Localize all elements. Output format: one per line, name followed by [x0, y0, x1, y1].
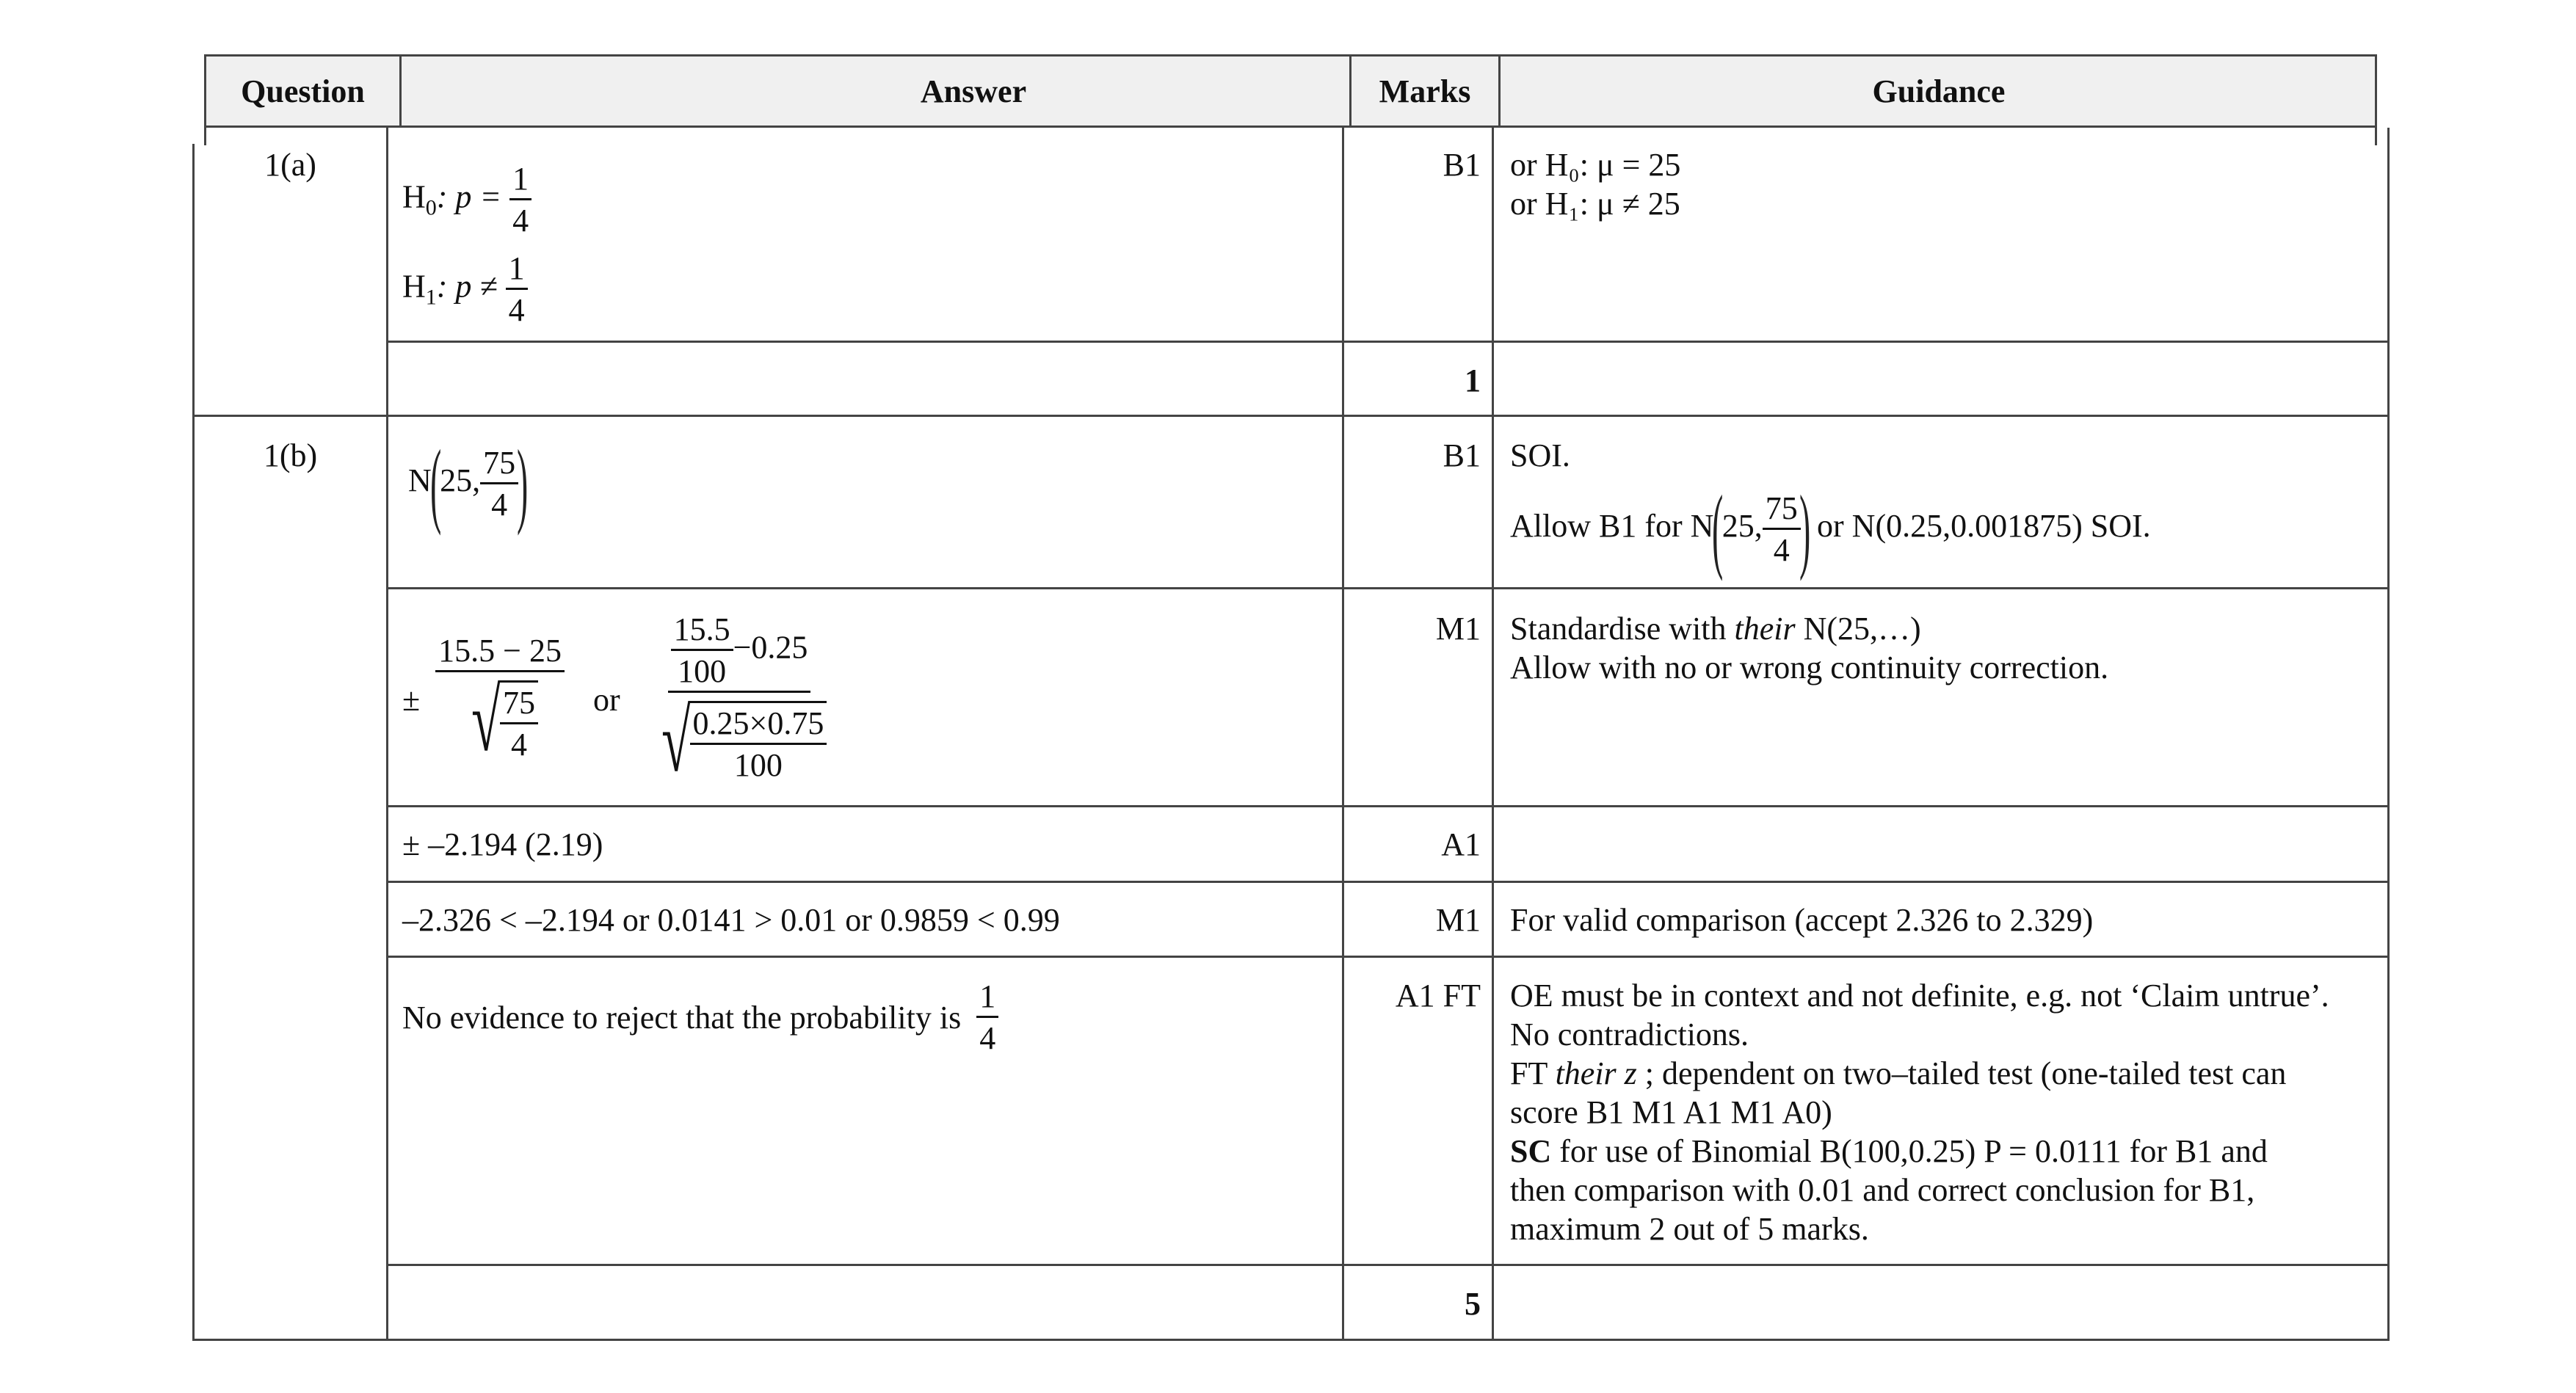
header-question: Question	[241, 73, 365, 109]
normal-mean: 25,	[440, 462, 481, 499]
fraction-denominator: 100	[733, 747, 783, 783]
fraction-denominator: 4	[511, 726, 527, 763]
fraction-numerator: 15.5 − 25	[435, 635, 565, 672]
fraction	[509, 163, 531, 237]
marks-total: 1	[1465, 363, 1481, 399]
hypothesis-h1	[402, 252, 528, 327]
fraction	[1763, 492, 1801, 567]
header-tick	[2375, 128, 2377, 145]
guidance-text: then comparison with 0.01 and correct conclusion for B1,	[1510, 1172, 2255, 1208]
normal-mean: 25,	[1721, 508, 1763, 545]
guidance-fragment: for use of Binomial B(100,0.25) P = 0.0111 for B1 and	[1551, 1133, 2268, 1169]
right-paren: )	[517, 431, 529, 537]
guidance-text: OE must be in context and not definite, e.g. not ‘Claim untrue’.	[1510, 978, 2329, 1014]
mark-code: M1	[1435, 611, 1481, 647]
fraction-numerator: 0.25×0.75	[690, 708, 827, 745]
h1-symbol: H	[402, 268, 426, 305]
fraction-denominator: 4	[979, 1020, 996, 1056]
fraction-numerator: 1	[506, 252, 528, 290]
radical-sign: √	[471, 671, 501, 769]
square-root	[652, 692, 827, 790]
guidance-text: For valid comparison (accept 2.326 to 2.329)	[1510, 902, 2094, 938]
guidance-text: maximum 2 out of 5 marks.	[1510, 1211, 1869, 1247]
fraction-numerator: 15.5	[671, 614, 733, 651]
guidance-text	[1510, 1132, 2268, 1171]
header-guidance: Guidance	[1872, 73, 2006, 109]
fraction-denominator: 4	[491, 486, 508, 523]
table-border-right	[2387, 128, 2390, 1341]
table-border-bottom	[192, 1339, 2390, 1341]
mark-code: M1	[1435, 902, 1481, 938]
mark-code: B1	[1443, 147, 1481, 183]
mark-code: B1	[1443, 437, 1481, 473]
header-tick	[204, 128, 206, 145]
fraction	[690, 705, 827, 783]
guidance-fragment: ; dependent on two–tailed test (one-tailed test can	[1636, 1055, 2287, 1091]
fraction	[671, 611, 733, 689]
question-number: 1(b)	[263, 437, 318, 473]
plus-minus: ±	[402, 681, 421, 718]
h0-subscript: 0	[425, 195, 437, 220]
standardisation-expression	[402, 611, 830, 790]
column-divider	[386, 128, 388, 1341]
row-divider	[386, 341, 2390, 343]
radicand	[690, 701, 827, 782]
row-divider	[386, 956, 2390, 958]
column-divider	[1342, 128, 1344, 1341]
fraction-denominator: 4	[508, 292, 525, 328]
radical-sign: √	[661, 692, 691, 790]
guidance-text: No contradictions.	[1510, 1016, 1749, 1052]
h1-subscript: 1	[425, 285, 437, 310]
z-value: ± –2.194 (2.19)	[402, 826, 603, 862]
header-marks: Marks	[1379, 73, 1471, 109]
normal-symbol: N	[408, 462, 432, 499]
fraction	[976, 978, 998, 1056]
guidance-allow-tail: or N(0.25,0.001875) SOI.	[1817, 508, 2151, 545]
conclusion-text: No evidence to reject that the probability is	[402, 1000, 962, 1036]
h1-relation: : p ≠	[436, 268, 498, 305]
right-paren: )	[1799, 476, 1810, 582]
fraction-denominator	[459, 671, 541, 769]
mark-code: A1	[1441, 826, 1481, 862]
normal-symbol: N	[1690, 508, 1714, 545]
left-paren: (	[1712, 476, 1724, 582]
marks-total: 5	[1465, 1286, 1481, 1322]
fraction	[649, 611, 830, 790]
guidance-text: or H₀: μ = 25	[1510, 147, 1681, 183]
fraction-numerator: 1	[509, 163, 531, 200]
fraction-denominator: 4	[1773, 531, 1790, 568]
minus-term: −0.25	[733, 629, 808, 666]
guidance-text	[1510, 1054, 2286, 1093]
conclusion	[402, 978, 998, 1056]
row-divider	[386, 805, 2390, 807]
radicand	[500, 680, 538, 761]
guidance-fragment: FT	[1510, 1055, 1556, 1091]
fraction-numerator: 75	[500, 687, 538, 724]
fraction	[435, 632, 565, 769]
guidance-fragment: Standardise with	[1510, 611, 1735, 647]
column-divider	[1492, 128, 1494, 1341]
fraction	[500, 684, 538, 763]
mark-code: A1 FT	[1395, 978, 1481, 1014]
square-root	[462, 671, 538, 769]
guidance-allow-text: Allow B1 for	[1510, 508, 1683, 545]
fraction	[480, 444, 518, 523]
guidance-text: SOI.	[1510, 437, 1570, 473]
guidance-emphasis: SC	[1510, 1133, 1552, 1169]
row-divider	[192, 415, 2390, 417]
fraction-denominator	[649, 692, 830, 790]
header-answer: Answer	[920, 73, 1027, 109]
h0-relation: : p =	[436, 178, 502, 215]
fraction-numerator: 1	[976, 981, 998, 1018]
guidance-text	[1510, 609, 1921, 648]
h0-symbol: H	[402, 178, 426, 215]
left-paren: (	[429, 431, 442, 537]
guidance-fragment: N(25,…)	[1795, 611, 1921, 647]
table-header	[204, 54, 2377, 128]
fraction	[506, 252, 528, 327]
or-text: or	[592, 681, 620, 718]
guidance-allow	[1510, 476, 2151, 582]
guidance-text: or H₁: μ ≠ 25	[1510, 186, 1680, 222]
row-divider	[386, 881, 2390, 883]
guidance-emphasis: their	[1734, 611, 1796, 647]
comparison: –2.326 < –2.194 or 0.0141 > 0.01 or 0.9859 < 0.99	[402, 902, 1060, 938]
question-number: 1(a)	[264, 147, 316, 183]
fraction-numerator: 75	[480, 447, 518, 484]
table-border-left	[192, 144, 195, 1341]
guidance-text: Allow with no or wrong continuity correction.	[1510, 650, 2109, 685]
guidance-text: score B1 M1 A1 M1 A0)	[1510, 1094, 1832, 1130]
row-divider	[386, 1264, 2390, 1266]
normal-distribution	[408, 431, 529, 537]
fraction-numerator: 75	[1763, 492, 1801, 530]
guidance-emphasis: their z	[1555, 1055, 1637, 1091]
fraction-numerator	[668, 611, 811, 693]
row-divider	[386, 587, 2390, 589]
fraction-denominator: 100	[678, 653, 727, 689]
hypothesis-h0	[402, 163, 531, 237]
fraction-denominator: 4	[512, 203, 529, 239]
